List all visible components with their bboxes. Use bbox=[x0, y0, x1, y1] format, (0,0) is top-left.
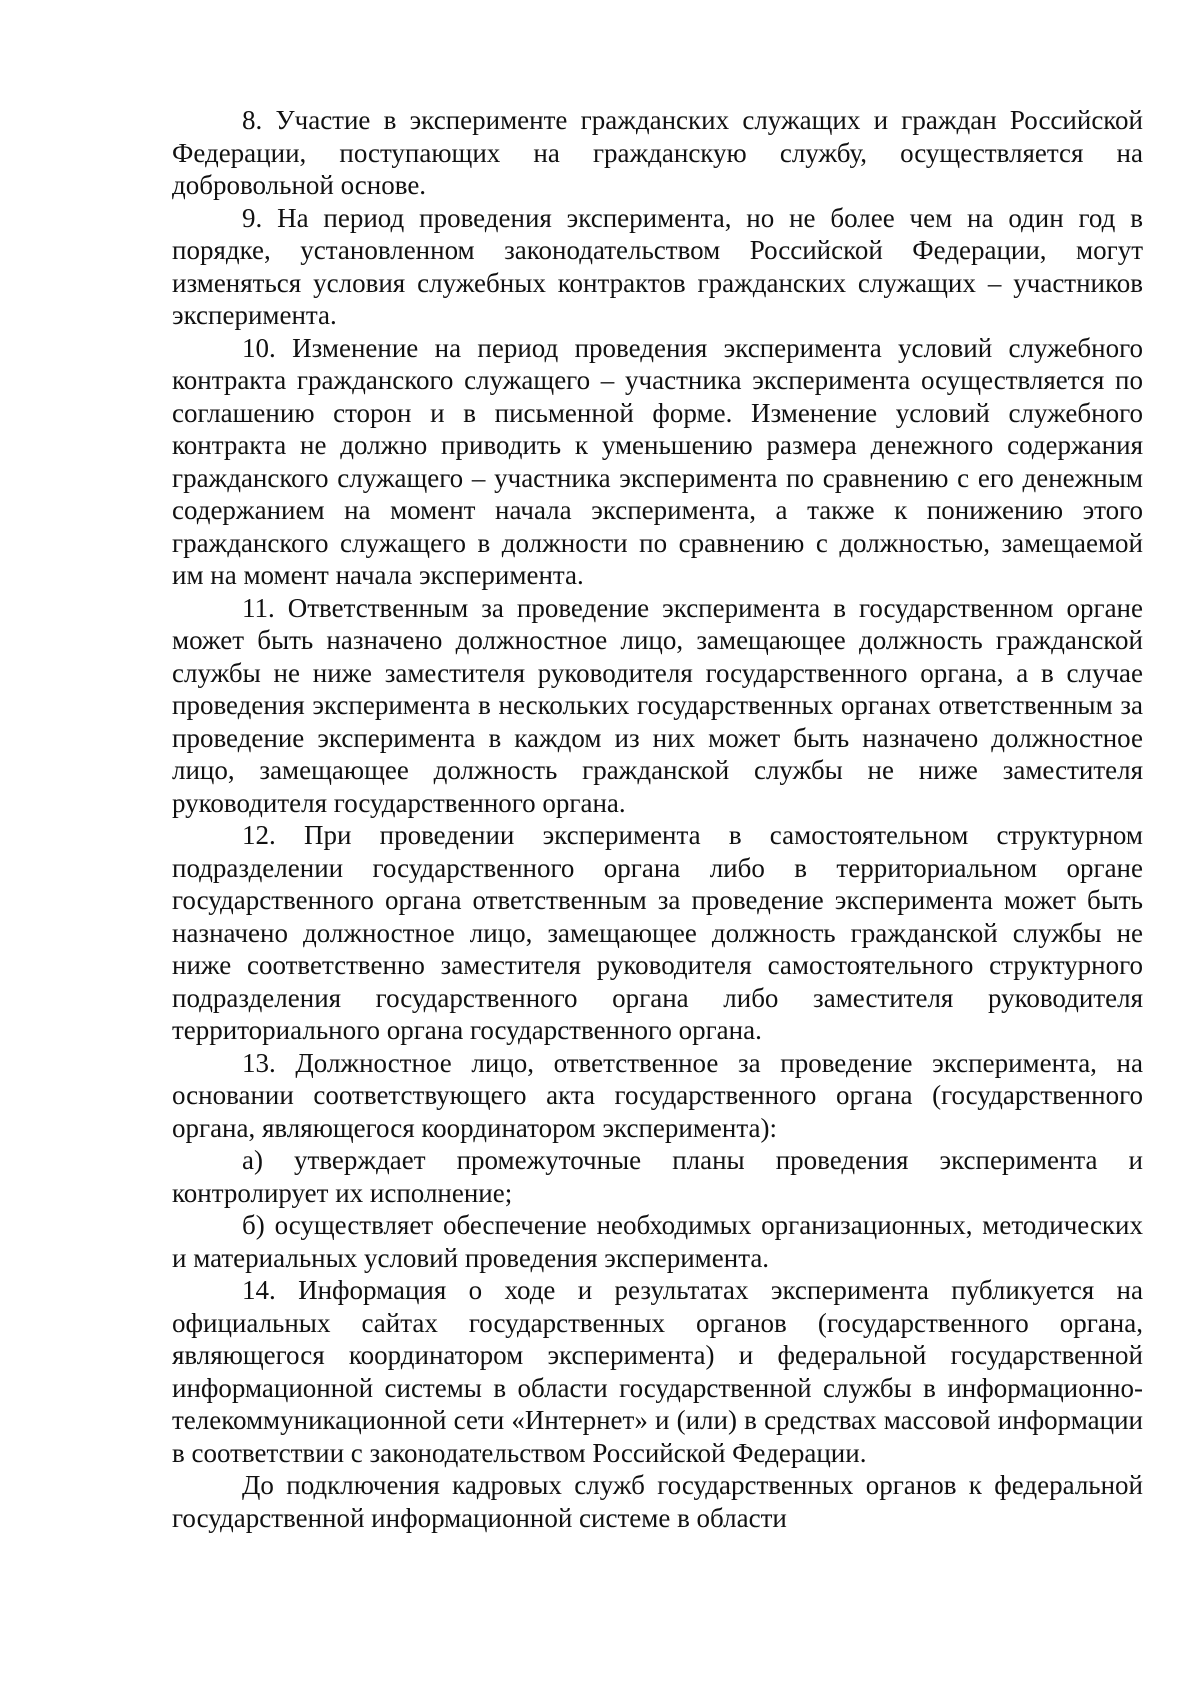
paragraph-item-12: 12. При проведении эксперимента в самостоятельном структурном подразделении государственного органа либо в территориальном органе государственного органа ответственным за проведение эксперимента может быть назначено должностное лицо, замещающее должность гражданской службы не ниже соответственно заместителя руководителя самостоятельного структурного подразделения государственного органа либо заместителя руководителя территориального органа государственного органа. bbox=[172, 820, 1143, 1045]
paragraph-subitem-a: а) утверждает промежуточные планы проведения эксперимента и контролирует их исполнение; bbox=[172, 1145, 1143, 1208]
paragraph-item-10: 10. Изменение на период проведения эксперимента условий служебного контракта гражданского служащего – участника эксперимента осуществляется по соглашению сторон и в письменной форме. Изменение условий служебного контракта не должно приводить к уменьшению размера денежного содержания гражданского служащего – участника эксперимента по сравнению с его денежным содержанием на момент начала эксперимента, а также к понижению этого гражданского служащего в должности по сравнению с должностью, замещаемой им на момент начала эксперимента. bbox=[172, 332, 1143, 590]
paragraph-item-11: 11. Ответственным за проведение эксперимента в государственном органе может быть назначено должностное лицо, замещающее должность гражданской службы не ниже заместителя руководителя государственного органа, а в случае проведения эксперимента в нескольких государственных органах ответственным за проведение эксперимента в каждом из них может быть назначено должностное лицо, замещающее должность гражданской службы не ниже заместителя руководителя государственного органа. bbox=[172, 592, 1143, 818]
paragraph-item-9: 9. На период проведения эксперимента, но не более чем на один год в порядке, установленном законодательством Российской Федерации, могут изменяться условия служебных контрактов гражданских служащих – участников эксперимента. bbox=[172, 202, 1143, 330]
paragraph-subitem-b: б) осуществляет обеспечение необходимых организационных, методических и материальных условий проведения эксперимента. bbox=[172, 1210, 1143, 1273]
paragraph-item-14: 14. Информация о ходе и результатах эксперимента публикуется на официальных сайтах государственных органов (государственного органа, являющегося координатором эксперимента) и федеральной государственной информационной системы в области государственной службы в информационно-телекоммуникационной сети «Интернет» и (или) в средствах массовой информации в соответствии с законодательством Российской Федерации. bbox=[172, 1275, 1143, 1468]
paragraph-continuation: До подключения кадровых служб государственных органов к федеральной государственной информационной системе в области bbox=[172, 1470, 1143, 1533]
paragraph-item-13: 13. Должностное лицо, ответственное за проведение эксперимента, на основании соответствующего акта государственного органа (государственного органа, являющегося координатором эксперимента): bbox=[172, 1047, 1143, 1143]
document-body bbox=[172, 104, 1143, 1534]
paragraph-item-8: 8. Участие в эксперименте гражданских служащих и граждан Российской Федерации, поступающих на гражданскую службу, осуществляется на добровольной основе. bbox=[172, 105, 1143, 200]
